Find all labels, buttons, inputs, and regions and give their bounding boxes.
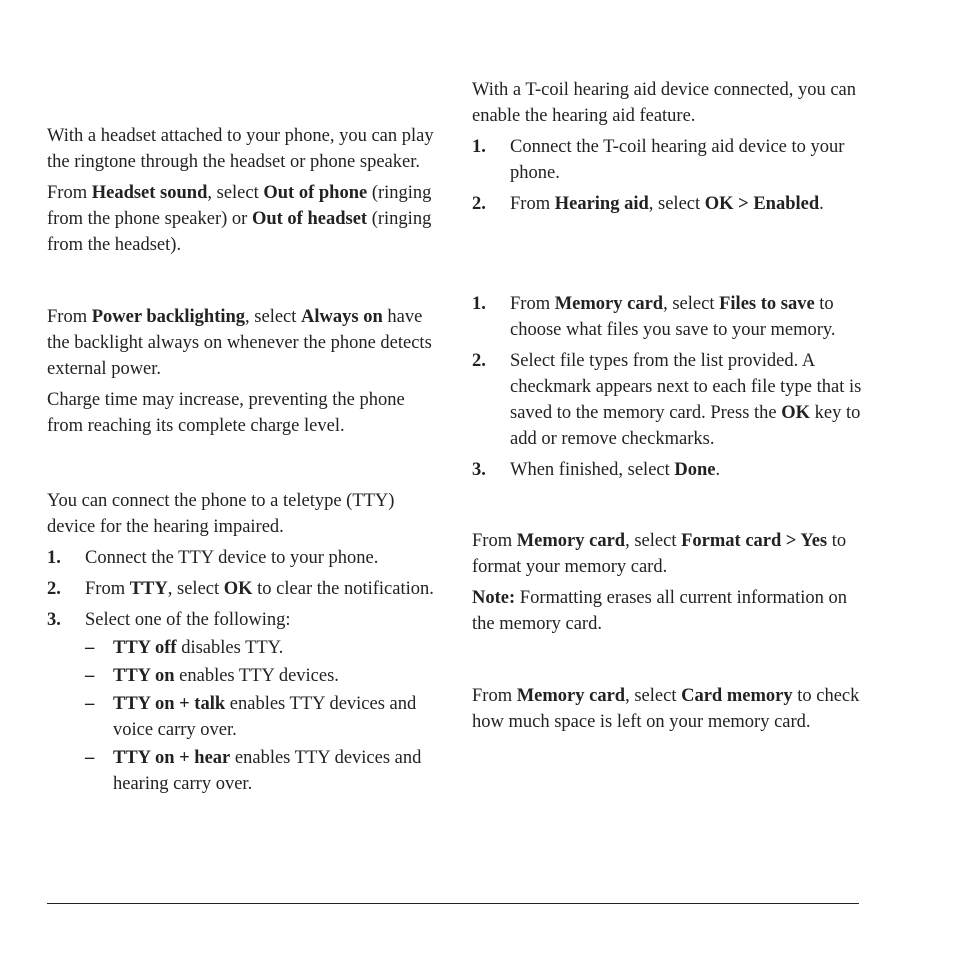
hearing-aid-intro: With a T-coil hearing aid device connected, you can enable the hearing aid feature. [472,80,857,126]
list-item: 1. From Memory card, select Files to save to choose what files you save to your memory. [472,294,836,340]
format-note: Note: Formatting erases all current information on the memory card. [472,588,848,634]
headset-intro: With a headset attached to your phone, you can play the ringtone through the headset or phone speaker. [47,126,434,172]
tty-options [85,635,442,797]
power-backlighting-instructions: From Power backlighting, select Always on have the backlight always on whenever the phone detects external power. [47,307,432,379]
memory-card-steps [472,291,862,483]
list-item: 3. Select one of the following: – TTY off disables TTY. – TTY on enables TTY devices. – TTY on + talk enables TTY devices and voice carry over. – TTY on + hear enables TTY devices and hearing carry over. [47,607,442,797]
list-item: – TTY on + talk enables TTY devices and voice carry over. [85,694,417,740]
card-memory-instructions: From Memory card, select Card memory to check how much space is left on your memory card. [472,686,860,732]
charge-time-note: Charge time may increase, preventing the phone from reaching its complete charge level. [47,390,405,436]
list-item: 2. Select file types from the list provided. A checkmark appears next to each file type that is saved to the memory card. Press the OK key to add or remove checkmarks. [472,351,862,449]
list-item: 1. Connect the T-coil hearing aid device to your phone. [472,137,845,183]
list-item: 1. Connect the TTY device to your phone. [47,548,379,568]
list-item: 2. From Hearing aid, select OK > Enabled. [472,194,824,214]
footer-rule [47,903,859,904]
headset-sound-instructions: From Headset sound, select Out of phone (ringing from the phone speaker) or Out of headset (ringing from the headset). [47,183,432,255]
left-column [47,123,442,802]
list-item: – TTY on + hear enables TTY devices and hearing carry over. [85,748,422,794]
list-item: – TTY off disables TTY. [85,638,284,658]
tty-intro: You can connect the phone to a teletype (TTY) device for the hearing impaired. [47,491,395,537]
list-item: 2. From TTY, select OK to clear the notification. [47,579,434,599]
list-item: – TTY on enables TTY devices. [85,666,339,686]
tty-steps [47,545,442,797]
format-card-instructions: From Memory card, select Format card > Yes to format your memory card. [472,531,847,577]
list-item: 3. When finished, select Done. [472,460,721,480]
right-column [472,77,862,735]
hearing-aid-steps [472,134,862,217]
